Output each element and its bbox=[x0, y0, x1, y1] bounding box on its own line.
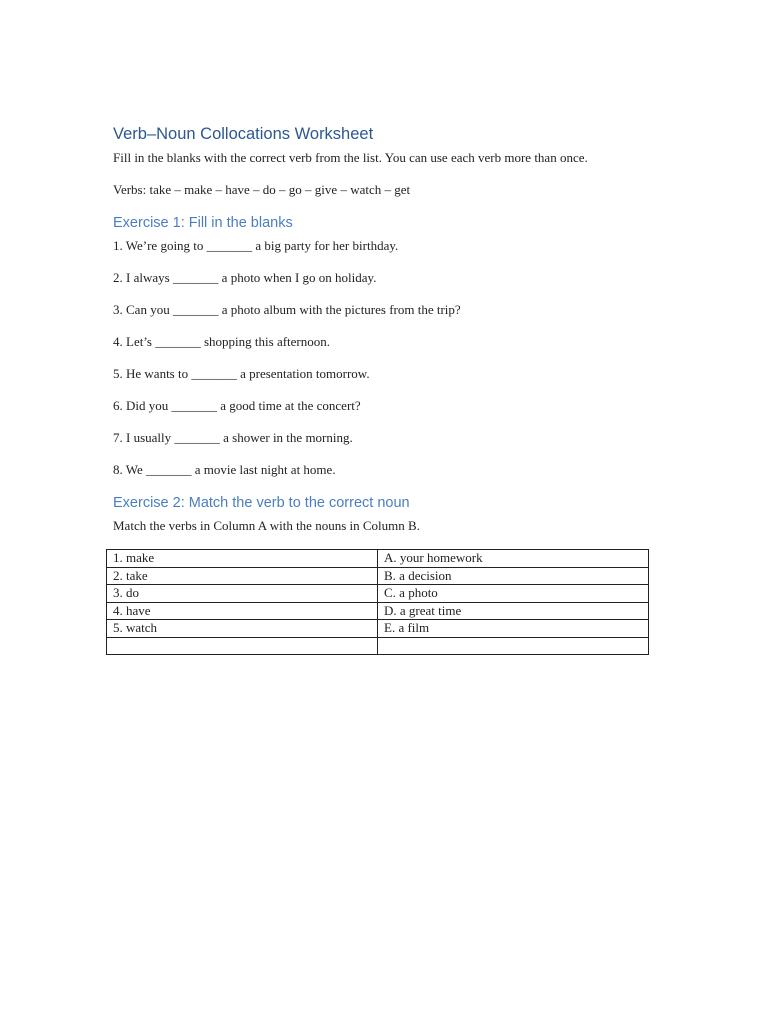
column-b-cell: A. your homework bbox=[378, 550, 649, 568]
instructions-text: Fill in the blanks with the correct verb from the list. You can use each verb more than once. bbox=[113, 150, 588, 165]
table-row bbox=[107, 585, 649, 603]
exercise2-instructions: Match the verbs in Column A with the nouns in Column B. bbox=[113, 518, 420, 533]
column-b-cell: D. a great time bbox=[378, 602, 649, 620]
verbs-list: Verbs: take – make – have – do – go – give – watch – get bbox=[113, 182, 411, 197]
table-row bbox=[107, 620, 649, 638]
worksheet-title: Verb–Noun Collocations Worksheet bbox=[113, 125, 374, 143]
table-row bbox=[107, 637, 649, 655]
table-row bbox=[107, 550, 649, 568]
column-a-cell: 3. do bbox=[107, 585, 378, 603]
column-b-cell bbox=[378, 637, 649, 655]
exercise1-item: 7. I usually _______ a shower in the morning. bbox=[113, 430, 353, 445]
column-b-cell: E. a film bbox=[378, 620, 649, 638]
exercise1-heading: Exercise 1: Fill in the blanks bbox=[113, 215, 293, 231]
column-a-cell: 2. take bbox=[107, 567, 378, 585]
column-a-cell: 5. watch bbox=[107, 620, 378, 638]
exercise1-item: 5. He wants to _______ a presentation tomorrow. bbox=[113, 366, 370, 381]
matching-table bbox=[106, 549, 649, 655]
column-a-cell bbox=[107, 637, 378, 655]
exercise1-item: 3. Can you _______ a photo album with the pictures from the trip? bbox=[113, 302, 461, 317]
table-row bbox=[107, 567, 649, 585]
exercise1-item: 6. Did you _______ a good time at the concert? bbox=[113, 398, 361, 413]
exercise1-item: 4. Let’s _______ shopping this afternoon. bbox=[113, 334, 331, 349]
exercise1-item: 1. We’re going to _______ a big party for her birthday. bbox=[113, 238, 399, 253]
table-row bbox=[107, 602, 649, 620]
column-a-cell: 4. have bbox=[107, 602, 378, 620]
exercise1-item: 2. I always _______ a photo when I go on holiday. bbox=[113, 270, 377, 285]
column-a-cell: 1. make bbox=[107, 550, 378, 568]
exercise2-heading: Exercise 2: Match the verb to the correct noun bbox=[113, 495, 410, 511]
column-b-cell: C. a photo bbox=[378, 585, 649, 603]
column-b-cell: B. a decision bbox=[378, 567, 649, 585]
exercise1-item: 8. We _______ a movie last night at home. bbox=[113, 462, 336, 477]
